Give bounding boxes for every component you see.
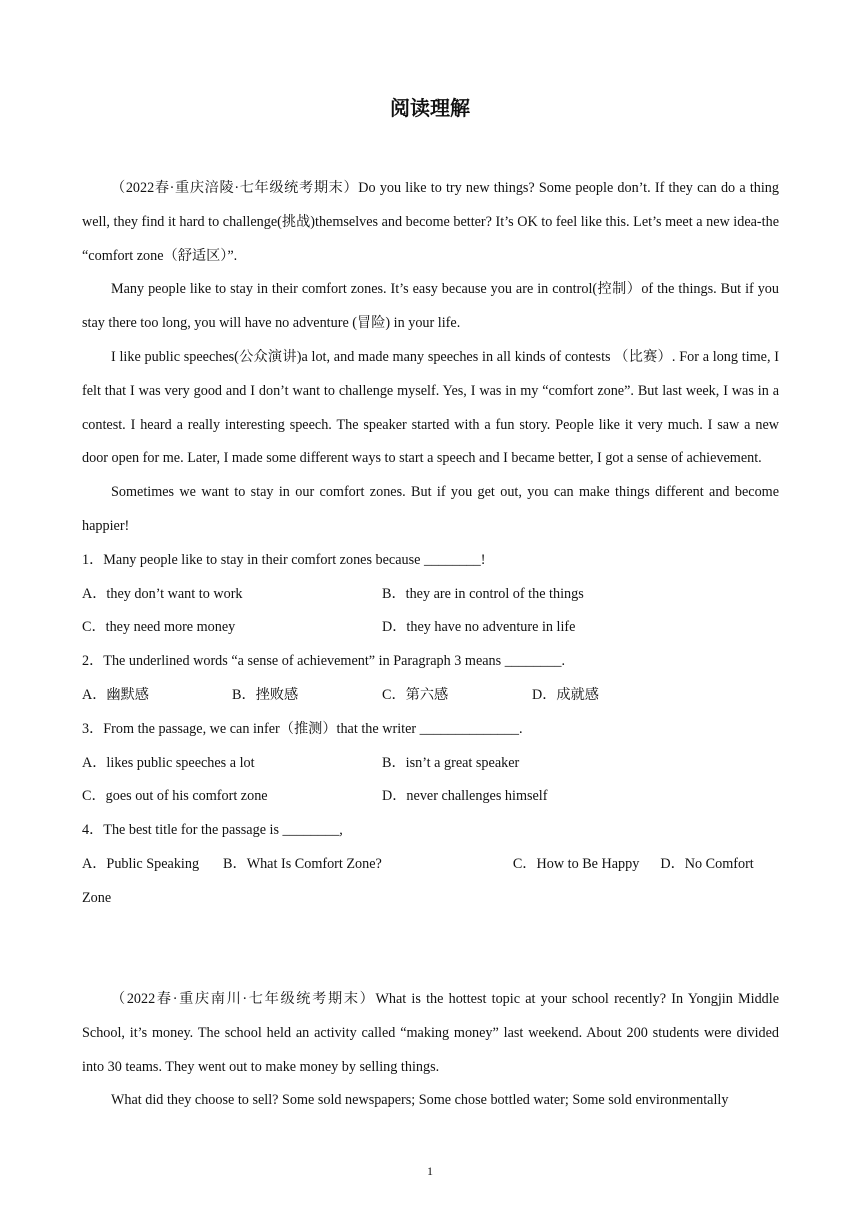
passage-paragraph: I like public speeches(公众演讲)a lot, and made many speeches in all kinds of contests （比赛）. For a long time, I felt that I was very good and I don’t want to challenge myself. Yes, I was in my “comfort zone”. But last week, I was in a contest. I heard a really interesting speech. The speaker started with a fun story. People like it very much. I saw a new door open for me. Later, I made some different ways to start a speech and I became better, I got a sense of achievement. xyxy=(82,348,779,467)
option-a: A．Public Speaking xyxy=(82,855,200,872)
passage-1 xyxy=(82,172,779,916)
passage-paragraph: （2022春·重庆南川·七年级统考期末）What is the hottest topic at your school recently? In Yongjin Middle School, it’s money. The school held an activity called “making money” last weekend. About 200 students were divided into 30 teams. They went out to make money by selling things. xyxy=(82,991,779,1075)
option-b: B．What Is Comfort Zone? xyxy=(223,855,382,872)
option-a: A．they don’t want to work xyxy=(82,585,243,602)
option-d: D．never challenges himself xyxy=(382,788,548,805)
passage-2 xyxy=(82,983,779,1118)
passage-paragraph: （2022春·重庆涪陵·七年级统考期末）Do you like to try new things? Some people don’t. If they can do a thing well, they find it hard to challenge(挑战)themselves and become better? It’s OK to feel like this. Let’s meet a new idea-the “comfort zone（舒适区）”. xyxy=(82,180,779,264)
option-d: D．they have no adventure in life xyxy=(382,619,576,636)
question-1-options xyxy=(82,578,779,646)
question-3-options xyxy=(82,747,779,815)
option-c: C．goes out of his comfort zone xyxy=(82,788,268,805)
option-b: B．isn’t a great speaker xyxy=(382,754,520,771)
option-b: B．they are in control of the things xyxy=(382,585,584,602)
option-a: A．likes public speeches a lot xyxy=(82,754,255,771)
page-number: 1 xyxy=(427,1164,433,1178)
option-c: C．第六感 xyxy=(382,686,449,703)
page-title: 阅读理解 xyxy=(390,96,470,120)
option-d: D．No Comfort Zone xyxy=(82,855,754,906)
option-d: D．成就感 xyxy=(532,686,599,703)
question-1-stem: 1．Many people like to stay in their comfort zones because ________! xyxy=(82,551,486,568)
question-4-stem: 4．The best title for the passage is ________, xyxy=(82,822,343,839)
option-c: C．they need more money xyxy=(82,619,236,636)
passage-paragraph: Sometimes we want to stay in our comfort zones. But if you get out, you can make things different and become happier! xyxy=(82,484,779,534)
option-b: B．挫败感 xyxy=(232,686,299,703)
question-4-options xyxy=(82,848,779,916)
question-2-options xyxy=(82,679,779,713)
passage-paragraph: What did they choose to sell? Some sold newspapers; Some chose bottled water; Some sold environmentally xyxy=(111,1092,729,1109)
question-2-stem: 2．The underlined words “a sense of achievement” in Paragraph 3 means ________. xyxy=(82,653,566,670)
option-a: A．幽默感 xyxy=(82,686,149,703)
passage-paragraph: Many people like to stay in their comfort zones. It’s easy because you are in control(控制）of the things. But if you stay there too long, you will have no adventure (冒险) in your life. xyxy=(82,281,779,332)
question-3-stem: 3．From the passage, we can infer（推测）that the writer ______________. xyxy=(82,720,523,737)
option-c: C．How to Be Happy xyxy=(512,855,640,872)
